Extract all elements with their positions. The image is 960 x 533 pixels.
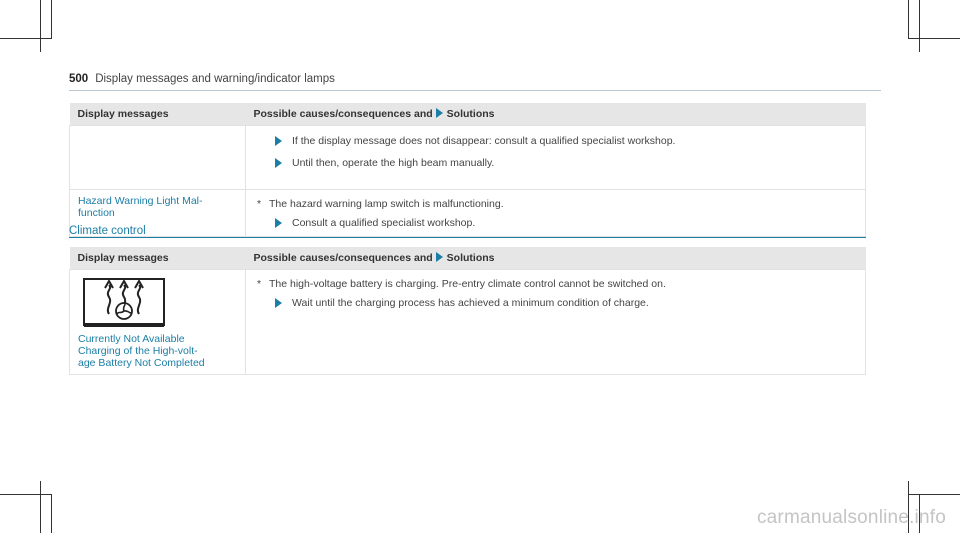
solution-text: Until then, operate the high beam manually. xyxy=(292,157,495,169)
arrow-right-icon xyxy=(275,218,282,228)
page-number: 500 xyxy=(69,73,89,85)
causes-cell xyxy=(246,270,866,375)
crop-mark xyxy=(908,0,909,38)
causes-header-text: Possible causes/consequences and xyxy=(253,108,433,120)
column-header-causes xyxy=(246,247,866,270)
solution-text: Wait until the charging process has achieved a minimum condition of charge. xyxy=(292,297,649,309)
list-item xyxy=(254,157,857,169)
crop-mark xyxy=(51,494,52,533)
footnote-star: * xyxy=(257,198,262,210)
message-line: age Battery Not Completed xyxy=(78,357,205,369)
climate-heating-fan-icon xyxy=(78,277,170,329)
crop-mark xyxy=(40,0,41,52)
table-row xyxy=(70,270,866,375)
list-item xyxy=(254,297,857,309)
table-header-row xyxy=(70,247,866,270)
hazard-warning-message: Hazard Warning Light Mal-function xyxy=(78,195,203,219)
crop-mark xyxy=(0,494,52,495)
causes-cell xyxy=(246,190,866,237)
column-header-messages: Display messages xyxy=(70,103,246,126)
section-title: Climate control xyxy=(69,225,146,237)
display-messages-table xyxy=(69,103,866,237)
arrow-right-icon xyxy=(275,158,282,168)
arrow-right-icon xyxy=(436,108,443,118)
column-header-causes xyxy=(246,103,866,126)
arrow-right-icon xyxy=(275,136,282,146)
cause-item xyxy=(254,278,857,290)
watermark: carmanualsonline.info xyxy=(756,507,946,528)
crop-mark xyxy=(40,481,41,533)
message-line: Charging of the High-volt- xyxy=(78,345,198,357)
solutions-header-text: Solutions xyxy=(446,108,495,120)
arrow-right-icon xyxy=(275,298,282,308)
footnote-star: * xyxy=(257,278,262,290)
crop-mark xyxy=(908,38,960,39)
solution-text: Consult a qualified specialist workshop. xyxy=(292,217,476,229)
climate-messages-table xyxy=(69,247,866,375)
list-item xyxy=(254,217,857,229)
header-divider xyxy=(69,90,881,91)
solutions-header-text: Solutions xyxy=(446,252,495,264)
causes-cell xyxy=(246,126,866,190)
message-cell xyxy=(70,126,246,190)
message-line: Currently Not Available xyxy=(78,333,185,345)
message-cell xyxy=(70,270,246,375)
solution-text: If the display message does not disappear: consult a qualified specialist workshop. xyxy=(292,135,676,147)
crop-mark xyxy=(0,38,52,39)
section-divider xyxy=(69,237,866,238)
cause-item xyxy=(254,198,857,210)
arrow-right-icon xyxy=(436,252,443,262)
crop-mark xyxy=(51,0,52,38)
table-row xyxy=(70,190,866,237)
cause-text: The hazard warning lamp switch is malfunctioning. xyxy=(269,198,504,210)
table-row xyxy=(70,126,866,190)
running-header xyxy=(69,73,335,85)
column-header-messages: Display messages xyxy=(70,247,246,270)
crop-mark xyxy=(908,494,960,495)
list-item xyxy=(254,135,857,147)
causes-header-text: Possible causes/consequences and xyxy=(253,252,433,264)
cause-text: The high-voltage battery is charging. Pre-entry climate control cannot be switched on. xyxy=(269,278,666,290)
table-header-row xyxy=(70,103,866,126)
header-title: Display messages and warning/indicator lamps xyxy=(95,73,335,85)
crop-mark xyxy=(919,0,920,52)
